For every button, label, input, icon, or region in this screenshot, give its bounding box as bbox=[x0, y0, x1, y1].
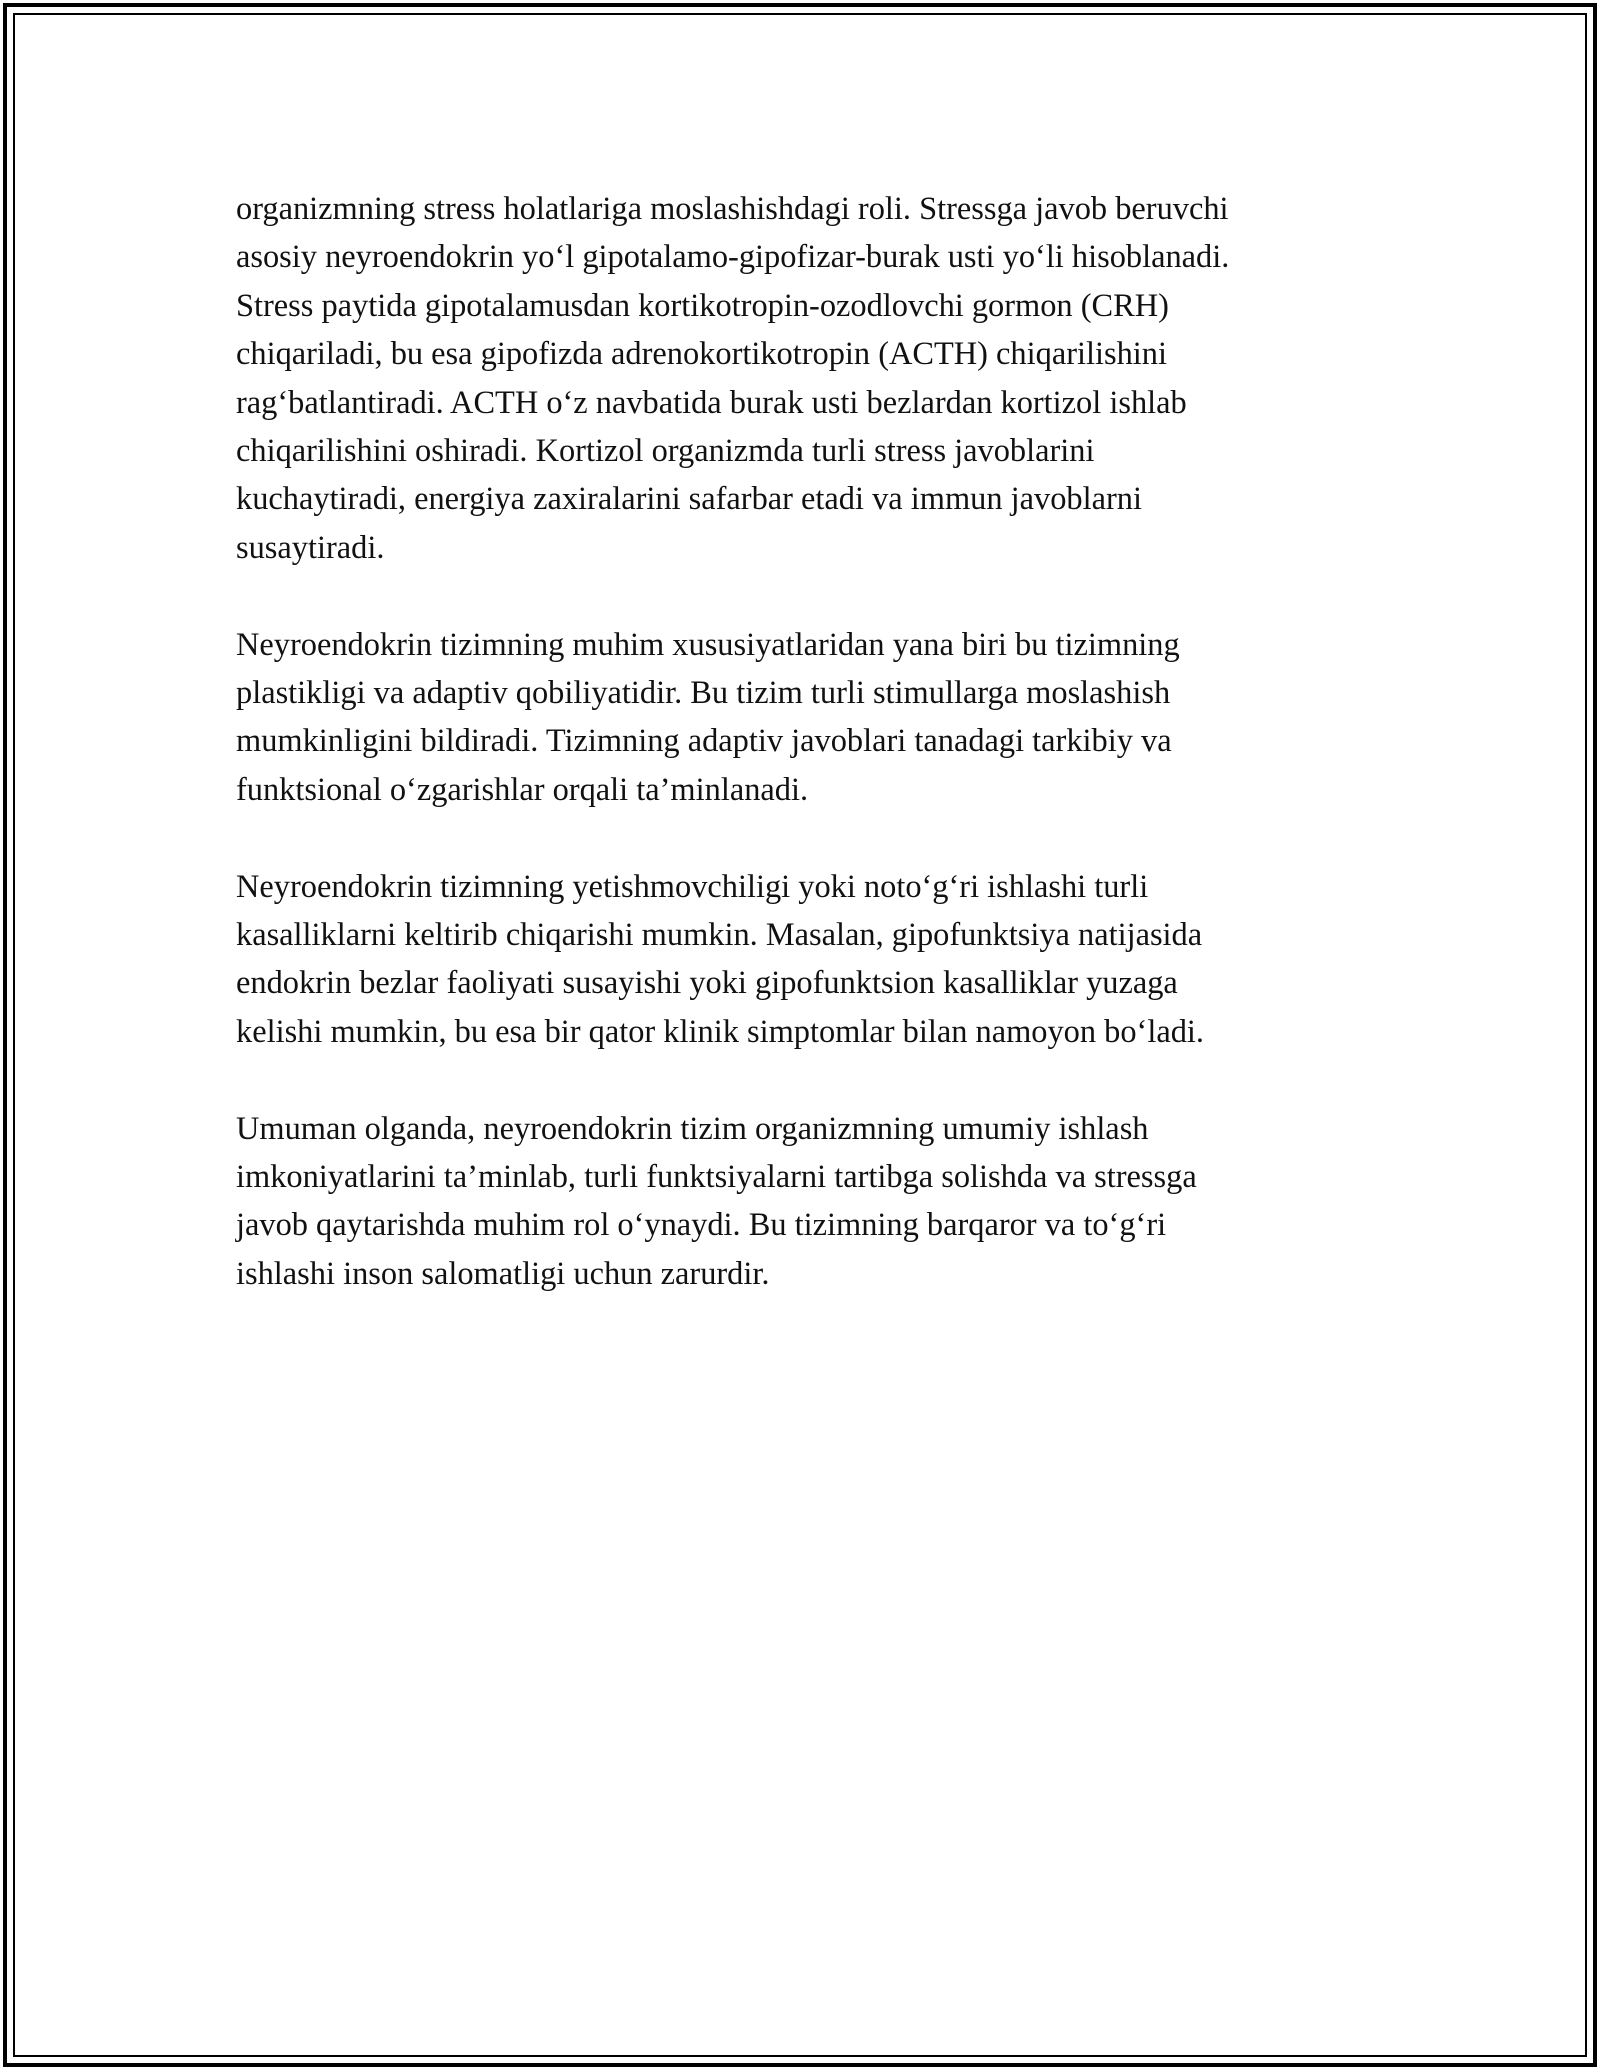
paragraph-4 bbox=[236, 1105, 1406, 1299]
text-line: plastikligi va adaptiv qobiliyatidir. Bu tizim turli stimullarga moslashish bbox=[236, 675, 1171, 712]
text-line: ishlashi inson salomatligi uchun zarurdir. bbox=[236, 1255, 770, 1292]
document-body bbox=[236, 185, 1406, 1347]
text-line: kelishi mumkin, bu esa bir qator klinik simptomlar bilan namoyon bo‘ladi. bbox=[236, 1013, 1204, 1050]
text-line: Umuman olganda, neyroendokrin tizim organizmning umumiy ishlash bbox=[236, 1110, 1149, 1147]
text-line: kuchaytiradi, energiya zaxiralarini safarbar etadi va immun javoblarni bbox=[236, 481, 1142, 518]
text-line: kasalliklarni keltirib chiqarishi mumkin. Masalan, gipofunktsiya natijasida bbox=[236, 917, 1203, 954]
text-line: chiqariladi, bu esa gipofizda adrenokortikotropin (ACTH) chiqarilishini bbox=[236, 336, 1167, 373]
text-line: susaytiradi. bbox=[236, 529, 385, 566]
text-line: rag‘batlantiradi. ACTH o‘z navbatida burak usti bezlardan kortizol ishlab bbox=[236, 384, 1187, 421]
paragraph-3 bbox=[236, 863, 1406, 1057]
text-line: Neyroendokrin tizimning yetishmovchiligi yoki noto‘g‘ri ishlashi turli bbox=[236, 868, 1149, 905]
text-line: funktsional o‘zgarishlar orqali ta’minlanadi. bbox=[236, 771, 809, 808]
text-line: organizmning stress holatlariga moslashishdagi roli. Stressga javob beruvchi bbox=[236, 191, 1229, 227]
text-line: Stress paytida gipotalamusdan kortikotropin-ozodlovchi gormon (CRH) bbox=[236, 287, 1169, 324]
text-line: endokrin bezlar faoliyati susayishi yoki gipofunktsion kasalliklar yuzaga bbox=[236, 965, 1178, 1002]
paragraph-2 bbox=[236, 621, 1406, 815]
text-line: asosiy neyroendokrin yo‘l gipotalamo-gipofizar-burak usti yo‘li hisoblanadi. bbox=[236, 239, 1230, 276]
text-line: javob qaytarishda muhim rol o‘ynaydi. Bu tizimning barqaror va to‘g‘ri bbox=[236, 1207, 1167, 1244]
text-line: chiqarilishini oshiradi. Kortizol organizmda turli stress javoblarini bbox=[236, 433, 1095, 470]
text-line: mumkinligini bildiradi. Tizimning adaptiv javoblari tanadagi tarkibiy va bbox=[236, 723, 1172, 760]
paragraph-1 bbox=[236, 185, 1406, 572]
text-line: imkoniyatlarini ta’minlab, turli funktsiyalarni tartibga solishda va stressga bbox=[236, 1159, 1197, 1196]
text-line: Neyroendokrin tizimning muhim xususiyatlaridan yana biri bu tizimning bbox=[236, 626, 1180, 663]
